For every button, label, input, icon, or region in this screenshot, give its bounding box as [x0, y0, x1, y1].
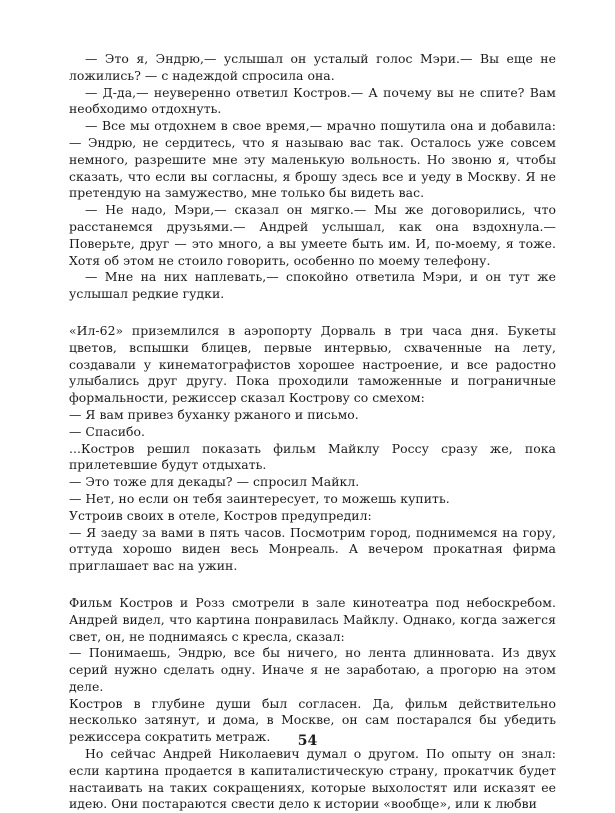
- paragraph: «Ил-62» приземлился в аэропорту Дорваль в три часа дня. Букеты цветов, вспышки блицев, первые интервью, схваченные на лету, создавали у кинематографистов хорошее настроение, и все радостно улыбались друг другу. Пока проходили таможенные и пограничные формальности, режиссер сказал Кострову со смехом:: [69, 322, 556, 406]
- page-body: [69, 51, 556, 813]
- section-screening: [69, 595, 556, 813]
- paragraph: — Я вам привез буханку ржаного и письмо.: [69, 406, 359, 422]
- paragraph: — Это я, Эндрю,— услышал он усталый голос Мэри.— Вы еще не ложились? — с надеждой спросила она.: [69, 51, 556, 83]
- paragraph: — Это тоже для декады? — спросил Майкл.: [69, 474, 360, 490]
- section-phone-call: [69, 51, 556, 303]
- paragraph: — Мне на них наплевать,— спокойно ответила Мэри, и он тут же услышал редкие гудки.: [69, 269, 556, 302]
- paragraph: — Не надо, Мэри,— сказал он мягко.— Мы же договорились, что расстанемся друзьями.— Андрей услышал, как она вздохнула.— Поверьте, друг — это много, а вы умеете быть им. И, по-моему, я тоже. Хотя об этом не стоило говорить, особенно по моему телефону.: [69, 202, 556, 268]
- paragraph: Но сейчас Андрей Николаевич думал о другом. По опыту он знал: если картина продается в капиталистическую страну, прокатчик будет настаивать на таких сокращениях, которые выхолостят или исказят ее идею. Они постараются свести дело к истории «вообще», или к любви: [69, 746, 556, 812]
- paragraph: — Я заеду за вами в пять часов. Посмотрим город, поднимемся на гору, оттуда хорошо виден весь Монреаль. А вечером прокатная фирма приглашает вас на ужин.: [69, 524, 556, 574]
- paragraph: — Все мы отдохнем в свое время,— мрачно пошутила она и добавила: — Эндрю, не сердитесь, что я называю вас так. Осталось уже совсем немного, разрешите мне эту маленькую вольность. Но звоню я, чтобы сказать, что если вы согласны, я брошу здесь все и уеду в Москву. Я не претендую на замужество, мне только бы видеть вас.: [69, 118, 556, 201]
- paragraph: — Д-да,— неуверенно ответил Костров.— А почему вы не спите? Вам необходимо отдохнуть.: [69, 84, 556, 117]
- paragraph: — Нет, но если он тебя заинтересует, то можешь купить.: [69, 490, 450, 506]
- paragraph: ...Костров решил показать фильм Майклу Россу сразу же, пока прилетевшие будут отдыхать.: [69, 440, 556, 473]
- paragraph: Фильм Костров и Розз смотрели в зале кинотеатра под небоскребом. Андрей видел, что картина понравилась Майклу. Однако, когда зажегся свет, он, не поднимаясь с кресла, сказал:: [69, 594, 556, 644]
- paragraph: Костров в глубине души был согласен. Да, фильм действительно несколько затянут, и дома, в Москве, он сам постарался бы убедить режиссера сократить метраж.: [69, 695, 556, 745]
- paragraph: — Спасибо.: [69, 423, 146, 439]
- paragraph: Устроив своих в отеле, Костров предупредил:: [69, 507, 372, 523]
- section-arrival: [69, 323, 556, 575]
- page-number: 54: [297, 733, 318, 749]
- paragraph: — Понимаешь, Эндрю, все бы ничего, но лента длинновата. Из двух серий нужно сделать одну. Иначе я не заработаю, а прогорю на этом деле.: [69, 645, 556, 694]
